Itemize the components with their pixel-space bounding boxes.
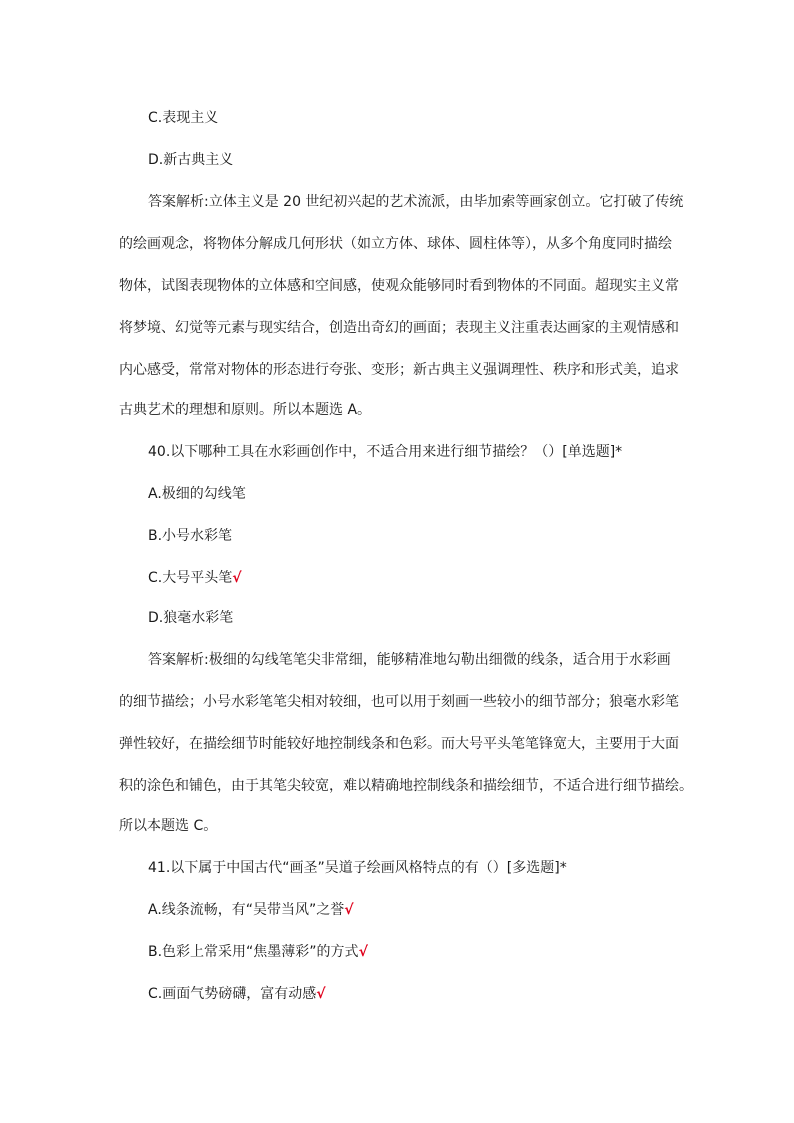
q41-option-b-label: B.色彩上常采用“焦墨薄彩”的方式 bbox=[148, 944, 359, 960]
explanation-39-line-6: 古典艺术的理想和原则。所以本题选 A。 bbox=[119, 402, 372, 418]
q41-option-b bbox=[148, 942, 368, 962]
checkmark-icon: √ bbox=[344, 902, 354, 918]
q40-option-a: A.极细的勾线笔 bbox=[148, 486, 246, 502]
explanation-39-line-3: 物体，试图表现物体的立体感和空间感，使观众能够同时看到物体的不同面。超现实主义常 bbox=[119, 278, 679, 294]
explanation-40-line-5: 所以本题选 C。 bbox=[119, 818, 218, 834]
q41-option-a bbox=[148, 900, 354, 920]
question-41: 41.以下属于中国古代“画圣”吴道子绘画风格特点的有（）[多选题]* bbox=[148, 860, 567, 876]
explanation-39-line-4: 将梦境、幻觉等元素与现实结合，创造出奇幻的画面；表现主义注重表达画家的主观情感和 bbox=[119, 320, 679, 336]
q41-option-c bbox=[148, 984, 326, 1004]
option-d-prev: D.新古典主义 bbox=[148, 152, 234, 168]
checkmark-icon: √ bbox=[358, 944, 368, 960]
explanation-39-line-2: 的绘画观念，将物体分解成几何形状（如立方体、球体、圆柱体等），从多个角度同时描绘 bbox=[119, 236, 672, 252]
option-c-prev: C.表现主义 bbox=[148, 110, 219, 126]
explanation-39-line-1: 答案解析:立体主义是 20 世纪初兴起的艺术流派，由毕加索等画家创立。它打破了传统 bbox=[148, 194, 684, 210]
question-40: 40.以下哪种工具在水彩画创作中，不适合用来进行细节描绘？（）[单选题]* bbox=[148, 444, 623, 460]
q40-option-c-label: C.大号平头笔 bbox=[148, 570, 233, 586]
q41-option-c-label: C.画面气势磅礴，富有动感 bbox=[148, 986, 317, 1002]
explanation-40-line-3: 弹性较好，在描绘细节时能较好地控制线条和色彩。而大号平头笔笔锋宽大，主要用于大面 bbox=[119, 736, 679, 752]
explanation-39-line-5: 内心感受，常常对物体的形态进行夸张、变形；新古典主义强调理性、秩序和形式美，追求 bbox=[119, 362, 679, 378]
q41-option-a-label: A.线条流畅，有“吴带当风”之誉 bbox=[148, 902, 345, 918]
explanation-40-line-1: 答案解析:极细的勾线笔笔尖非常细，能够精准地勾勒出细微的线条，适合用于水彩画 bbox=[148, 652, 671, 668]
explanation-40-line-2: 的细节描绘；小号水彩笔笔尖相对较细，也可以用于刻画一些较小的细节部分；狼毫水彩笔 bbox=[119, 694, 679, 710]
explanation-40-line-4: 积的涂色和铺色，由于其笔尖较宽，难以精确地控制线条和描绘细节，不适合进行细节描绘。 bbox=[119, 778, 693, 794]
q40-option-d: D.狼毫水彩笔 bbox=[148, 610, 234, 626]
checkmark-icon: √ bbox=[316, 986, 326, 1002]
q40-option-c bbox=[148, 568, 242, 588]
checkmark-icon: √ bbox=[232, 570, 242, 586]
q40-option-b: B.小号水彩笔 bbox=[148, 528, 233, 544]
